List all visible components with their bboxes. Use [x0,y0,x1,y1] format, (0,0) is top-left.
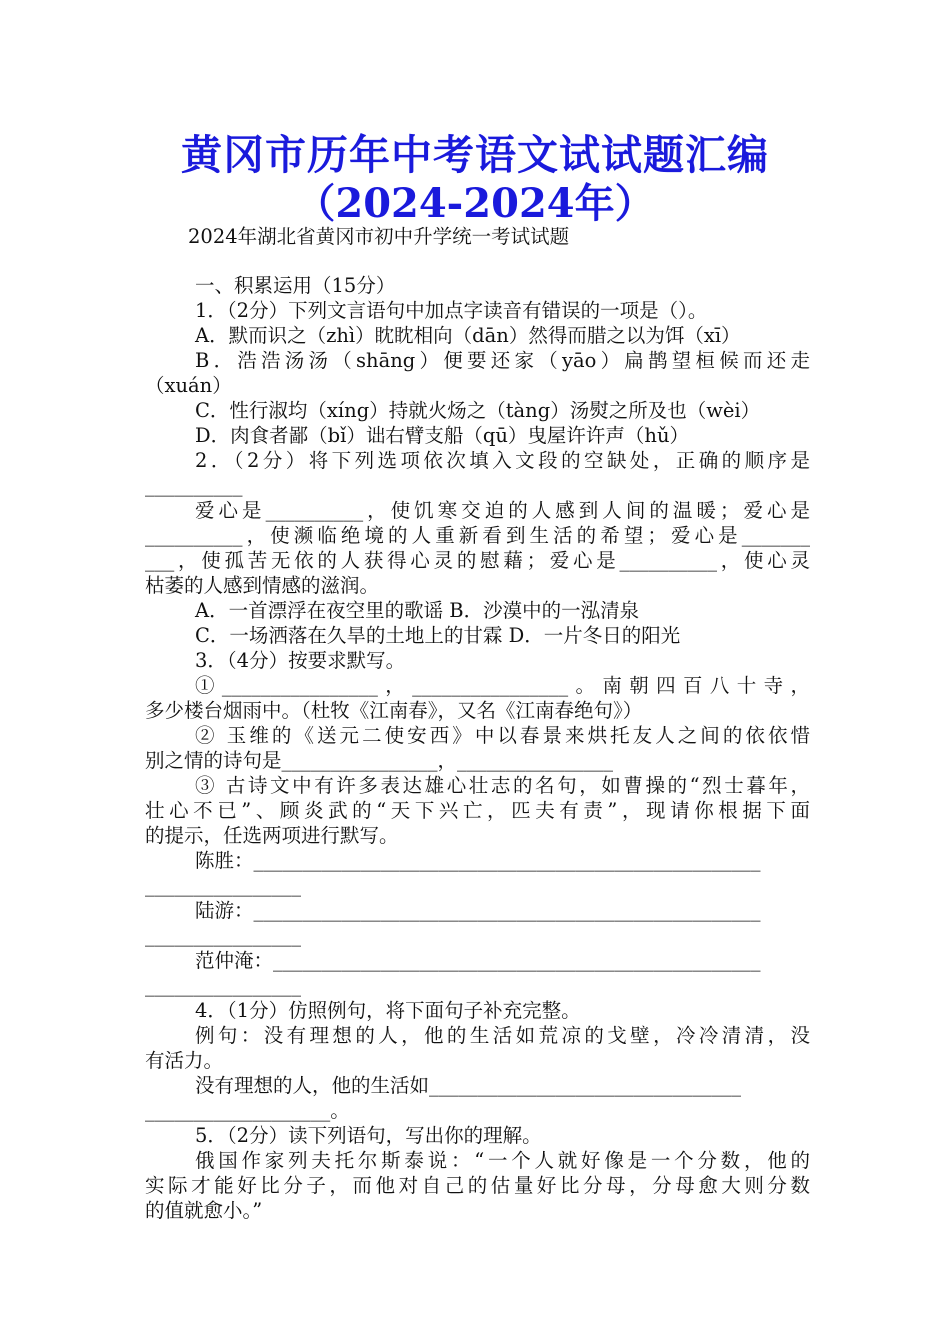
question-3-item-3-cont: 的提示，任选两项进行默写。 [145,824,399,847]
question-1-option-b: B．浩浩汤汤（shāng）便要还家（yāo）扁鹊望桓候而还走 [195,349,810,372]
question-5-quote-cont: 的值就愈小。” [145,1199,263,1222]
question-1-option-a: A．默而识之（zhì）眈眈相向（dān）然得而腊之以为饵（xī） [195,324,741,347]
question-1-option-d: D．肉食者鄙（bǐ）诎右臂支船（qū）曳屋许许声（hǔ） [195,424,690,447]
question-4-example: 例句：没有理想的人，他的生活如荒凉的戈壁，冷冷清清，没 [195,1024,810,1047]
question-3-item-1: ①________________，________________。南朝四百八十寺， [195,674,810,697]
answer-line-fanzhongyan: 范仲淹：__________________________________________________ [195,949,761,972]
question-5-quote-cont: 实际才能好比分子，而他对自己的估量好比分母，分母愈大则分数 [145,1174,810,1197]
question-2-passage: 爱心是__________，使饥寒交迫的人感到人间的温暖；爱心是 [195,499,810,522]
question-2-options-ab: A．一首漂浮在夜空里的歌谣 B．沙漠中的一泓清泉 [195,599,640,622]
question-1-option-c: C．性行淑均（xíng）持就火炀之（tàng）汤熨之所及也（wèi） [195,399,761,422]
answer-line-chensheng: 陈胜：____________________________________________________ [195,849,761,872]
question-2-passage: __________，使濒临绝境的人重新看到生活的希望；爱心是_______ [145,524,810,547]
question-1-option-b-cont: （xuán） [145,374,232,397]
answer-line-luyou: 陆游：____________________________________________________ [195,899,761,922]
document-title: 黄冈市历年中考语文试试题汇编 [181,131,769,179]
question-3-stem: 3．（4分）按要求默写。 [195,649,406,672]
question-3-item-3: ③ 古诗文中有许多表达雄心壮志的名句，如曹操的“烈士暮年， [195,774,810,797]
question-4-example-cont: 有活力。 [145,1049,224,1072]
question-5-stem: 5．（2分）读下列语句，写出你的理解。 [195,1124,542,1147]
question-2-passage: ___，使孤苦无依的人获得心灵的慰藉；爱心是__________，使心灵 [145,549,810,572]
question-2-passage: 枯萎的人感到情感的滋润。 [145,574,380,597]
section-heading: 一、积累运用（15分） [195,274,396,297]
question-5-quote: 俄国作家列夫托尔斯泰说：“一个人就好像是一个分数，他的 [195,1149,810,1172]
question-3-item-2-cont: 别之情的诗句是________________，________________ [145,749,614,772]
exam-heading: 2024年湖北省黄冈市初中升学统一考试试题 [188,225,570,248]
question-4-answer-cont: ___________________。 [145,1099,350,1122]
question-4-answer: 没有理想的人，他的生活如________________________________ [195,1074,742,1097]
answer-line-fanzhongyan-cont: ________________ [145,974,301,997]
question-4-stem: 4．（1分）仿照例句，将下面句子补充完整。 [195,999,581,1022]
question-2-answer-blank: __________ [145,474,243,497]
question-3-item-1-cont: 多少楼台烟雨中。（杜牧《江南春》，又名《江南春绝句》） [145,699,643,722]
answer-line-luyou-cont: ________________ [145,924,301,947]
question-3-item-2: ② 玉维的《送元二使安西》中以春景来烘托友人之间的依依惜 [195,724,810,747]
question-2-stem: 2．（2分）将下列选项依次填入文段的空缺处，正确的顺序是 [195,449,810,472]
document-subtitle: （2024-2024年） [295,180,655,227]
question-1-stem: 1．（2分）下列文言语句中加点字读音有错误的一项是（）。 [195,299,708,322]
question-2-options-cd: C．一场洒落在久旱的土地上的甘霖 D．一片冬日的阳光 [195,624,681,647]
question-3-item-3-cont: 壮心不已”、顾炎武的“天下兴亡，匹夫有责”，现请你根据下面 [145,799,810,822]
answer-line-chensheng-cont: ________________ [145,874,301,897]
